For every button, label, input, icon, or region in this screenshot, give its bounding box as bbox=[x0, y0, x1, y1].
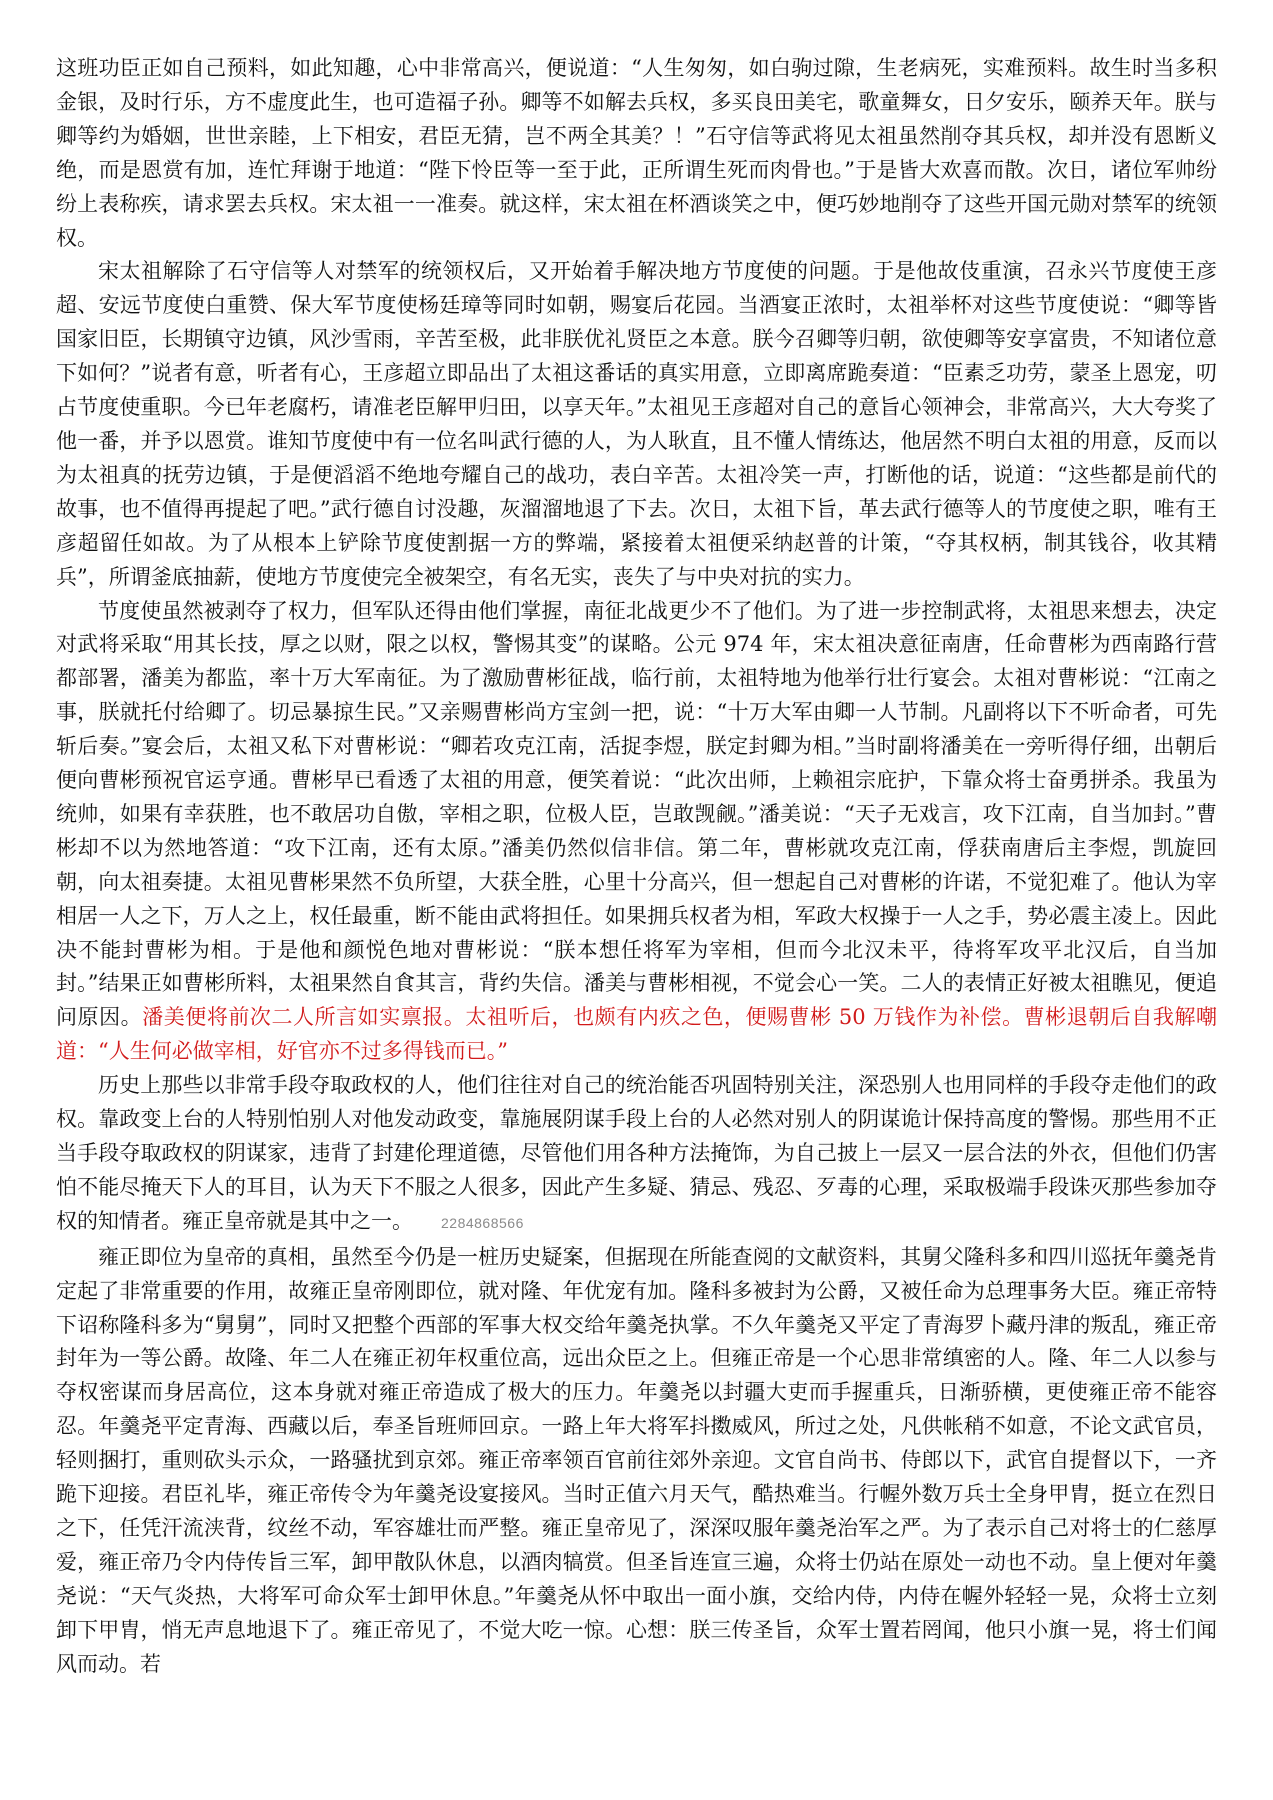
paragraph-4-text: 历史上那些以非常手段夺取政权的人，他们往往对自己的统治能否巩固特别关注，深恐别人也用同样的手段夺走他们的政权。靠政变上台的人特别怕别人对他发动政变，靠施展阴谋手段上台的人必然对别人的阴谋诡计保持高度的警惕。那些用不正当手段夺取政权的阴谋家，违背了封建伦理道德，尽管他们用各种方法掩饰，为自己披上一层又一层合法的外衣，但他们仍害怕不能尽掩天下人的耳目，认为天下不服之人很多，因此产生多疑、猜忌、残忍、歹毒的心理，采取极端手段诛灭那些参加夺权的知情者。雍正皇帝就是其中之一。 bbox=[56, 1073, 1217, 1233]
paragraph-1-text: 这班功臣正如自己预料，如此知趣，心中非常高兴，便说道：“人生匆匆，如白驹过隙，生老病死，实难预料。故生时当多积金银，及时行乐，方不虚度此生，也可造福子孙。卿等不如解去兵权，多买良田美宅，歌童舞女，日夕安乐，颐养天年。朕与卿等约为婚姻，世世亲睦，上下相安，君臣无猜，岂不两全其美？！”石守信等武将见太祖虽然削夺其兵权，却并没有恩断义绝，而是恩赏有加，连忙拜谢于地道：“陛下怜臣等一至于此，正所谓生死而肉骨也。”于是皆大欢喜而散。次日，诸位军帅纷纷上表称疾，请求罢去兵权。宋太祖一一准奏。就这样，宋太祖在杯酒谈笑之中，便巧妙地削夺了这些开国元勋对禁军的统领权。 bbox=[56, 56, 1217, 250]
paragraph-4 bbox=[56, 1069, 1217, 1241]
watermark-number: 2284868566 bbox=[441, 1214, 524, 1231]
document-page bbox=[56, 52, 1217, 1682]
paragraph-5 bbox=[56, 1241, 1217, 1682]
paragraph-3 bbox=[56, 595, 1217, 1070]
paragraph-3-highlight-text: 潘美便将前次二人所言如实禀报。太祖听后，也颇有内疚之色，便赐曹彬 50 万钱作为补偿。曹彬退朝后自我解嘲道：“人生何必做宰相，好官亦不过多得钱而已。” bbox=[56, 1005, 1217, 1064]
paragraph-1 bbox=[56, 52, 1217, 255]
paragraph-2-text: 宋太祖解除了石守信等人对禁军的统领权后，又开始着手解决地方节度使的问题。于是他故伎重演，召永兴节度使王彦超、安远节度使白重赞、保大军节度使杨廷璋等同时如朝，赐宴后花园。当酒宴正浓时，太祖举杯对这些节度使说：“卿等皆国家旧臣，长期镇守边镇，风沙雪雨，辛苦至极，此非朕优礼贤臣之本意。朕今召卿等归朝，欲使卿等安享富贵，不知诸位意下如何？”说者有意，听者有心，王彦超立即品出了太祖这番话的真实用意，立即离席跪奏道：“臣素乏功劳，蒙圣上恩宠，叨占节度使重职。今已年老腐朽，请准老臣解甲归田，以享天年。”太祖见王彦超对自己的意旨心领神会，非常高兴，大大夸奖了他一番，并予以恩赏。谁知节度使中有一位名叫武行德的人，为人耿直，且不懂人情练达，他居然不明白太祖的用意，反而以为太祖真的抚劳边镇，于是便滔滔不绝地夸耀自己的战功，表白辛苦。太祖冷笑一声，打断他的话，说道：“这些都是前代的故事，也不值得再提起了吧。”武行德自讨没趣，灰溜溜地退了下去。次日，太祖下旨，革去武行德等人的节度使之职，唯有王彦超留任如故。为了从根本上铲除节度使割据一方的弊端，紧接着太祖便采纳赵普的计策，“夺其权柄，制其钱谷，收其精兵”，所谓釜底抽薪，使地方节度使完全被架空，有名无实，丧失了与中央对抗的实力。 bbox=[56, 259, 1217, 589]
paragraph-5-text: 雍正即位为皇帝的真相，虽然至今仍是一桩历史疑案，但据现在所能查阅的文献资料，其舅父隆科多和四川巡抚年羹尧肯定起了非常重要的作用，故雍正皇帝刚即位，就对隆、年优宠有加。隆科多被封为公爵，又被任命为总理事务大臣。雍正帝特下诏称隆科多为“舅舅”，同时又把整个西部的军事大权交给年羹尧执掌。不久年羹尧又平定了青海罗卜藏丹津的叛乱，雍正帝封年为一等公爵。故隆、年二人在雍正初年权重位高，远出众臣之上。但雍正帝是一个心思非常缜密的人。隆、年二人以参与夺权密谋而身居高位，这本身就对雍正帝造成了极大的压力。年羹尧以封疆大吏而手握重兵，日渐骄横，更使雍正帝不能容忍。年羹尧平定青海、西藏以后，奉圣旨班师回京。一路上年大将军抖擞威风，所过之处，凡供帐稍不如意，不论文武官员，轻则捆打，重则砍头示众，一路骚扰到京郊。雍正帝率领百官前往郊外亲迎。文官自尚书、侍郎以下，武官自提督以下，一齐跪下迎接。君臣礼毕，雍正帝传令为年羹尧设宴接风。当时正值六月天气，酷热难当。行幄外数万兵士全身甲胄，挺立在烈日之下，任凭汗流浃背，纹丝不动，军容雄壮而严整。雍正皇帝见了，深深叹服年羹尧治军之严。为了表示自己对将士的仁慈厚爱，雍正帝乃令内侍传旨三军，卸甲散队休息，以酒肉犒赏。但圣旨连宣三遍，众将士仍站在原处一动也不动。皇上便对年羹尧说：“天气炎热，大将军可命众军士卸甲休息。”年羹尧从怀中取出一面小旗，交给内侍，内侍在幄外轻轻一晃，众将士立刻卸下甲胄，悄无声息地退下了。雍正帝见了，不觉大吃一惊。心想：朕三传圣旨，众军士置若罔闻，他只小旗一晃，将士们闻风而动。若 bbox=[56, 1244, 1217, 1676]
paragraph-2 bbox=[56, 255, 1217, 594]
paragraph-3-text: 节度使虽然被剥夺了权力，但军队还得由他们掌握，南征北战更少不了他们。为了进一步控制武将，太祖思来想去，决定对武将采取“用其长技，厚之以财，限之以权，警惕其变”的谋略。公元 974 年，宋太祖决意征南唐，任命曹彬为西南路行营都部署，潘美为都监，率十万大军南征。为了激励曹彬征战，临行前，太祖特地为他举行壮行宴会。太祖对曹彬说：“江南之事，朕就托付给卿了。切忌暴掠生民。”又亲赐曹彬尚方宝剑一把，说：“十万大军由卿一人节制。凡副将以下不听命者，可先斩后奏。”宴会后，太祖又私下对曹彬说：“卿若攻克江南，活捉李煜，朕定封卿为相。”当时副将潘美在一旁听得仔细，出朝后便向曹彬预祝官运亨通。曹彬早已看透了太祖的用意，便笑着说：“此次出师，上赖祖宗庇护，下靠众将士奋勇拼杀。我虽为统帅，如果有幸获胜，也不敢居功自傲，宰相之职，位极人臣，岂敢觊觎。”潘美说：“天子无戏言，攻下江南，自当加封。”曹彬却不以为然地答道：“攻下江南，还有太原。”潘美仍然似信非信。第二年，曹彬就攻克江南，俘获南唐后主李煜，凯旋回朝，向太祖奏捷。太祖见曹彬果然不负所望，大获全胜，心里十分高兴，但一想起自己对曹彬的许诺，不觉犯难了。他认为宰相居一人之下，万人之上，权任最重，断不能由武将担任。如果拥兵权者为相，军政大权操于一人之手，势必震主凌上。因此决不能封曹彬为相。于是他和颜悦色地对曹彬说：“朕本想任将军为宰相，但而今北汉未平，待将军攻平北汉后，自当加封。”结果正如曹彬所料，太祖果然自食其言，背约失信。潘美与曹彬相视，不觉会心一笑。二人的表情正好被太祖瞧见，便追问原因。 bbox=[56, 598, 1217, 1030]
